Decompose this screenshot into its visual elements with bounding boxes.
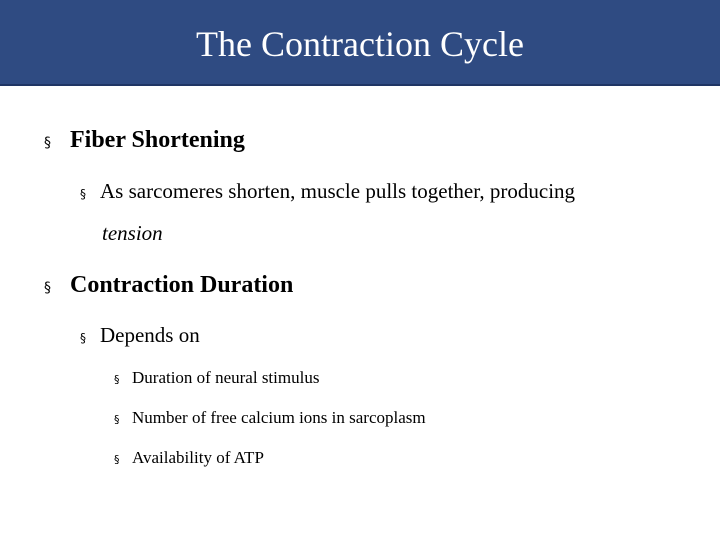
bullet-marker: § (114, 413, 120, 426)
subpoint-calcium-ions (114, 408, 426, 428)
bullet-fiber-shortening (44, 127, 245, 154)
bullet-contraction-duration (44, 272, 293, 299)
point-sarcomeres: As sarcomeres shorten, muscle pulls together, producing (100, 179, 576, 203)
subpoint-text: Availability of ATP (132, 448, 264, 467)
subpoint-neural-stimulus (114, 368, 319, 388)
subpoint-text: Duration of neural stimulus (132, 368, 320, 387)
slide-title: The Contraction Cycle (196, 24, 524, 64)
bullet-marker: § (114, 373, 120, 386)
bullet-marker: § (80, 331, 86, 345)
bullet-marker: § (44, 135, 51, 151)
bullet-depends-on (80, 323, 200, 348)
bullet-marker: § (44, 280, 51, 296)
bullet-marker: § (80, 187, 86, 201)
bullet-sarcomeres (80, 179, 575, 204)
heading-contraction-duration: Contraction Duration (70, 272, 294, 298)
point-sarcomeres-continuation: tension (102, 221, 163, 245)
heading-fiber-shortening: Fiber Shortening (70, 127, 245, 153)
subpoint-atp (114, 448, 264, 468)
bullet-marker: § (114, 453, 120, 466)
title-bar (0, 0, 720, 86)
point-depends-on: Depends on (100, 323, 200, 347)
subpoint-text: Number of free calcium ions in sarcoplasm (132, 408, 426, 427)
